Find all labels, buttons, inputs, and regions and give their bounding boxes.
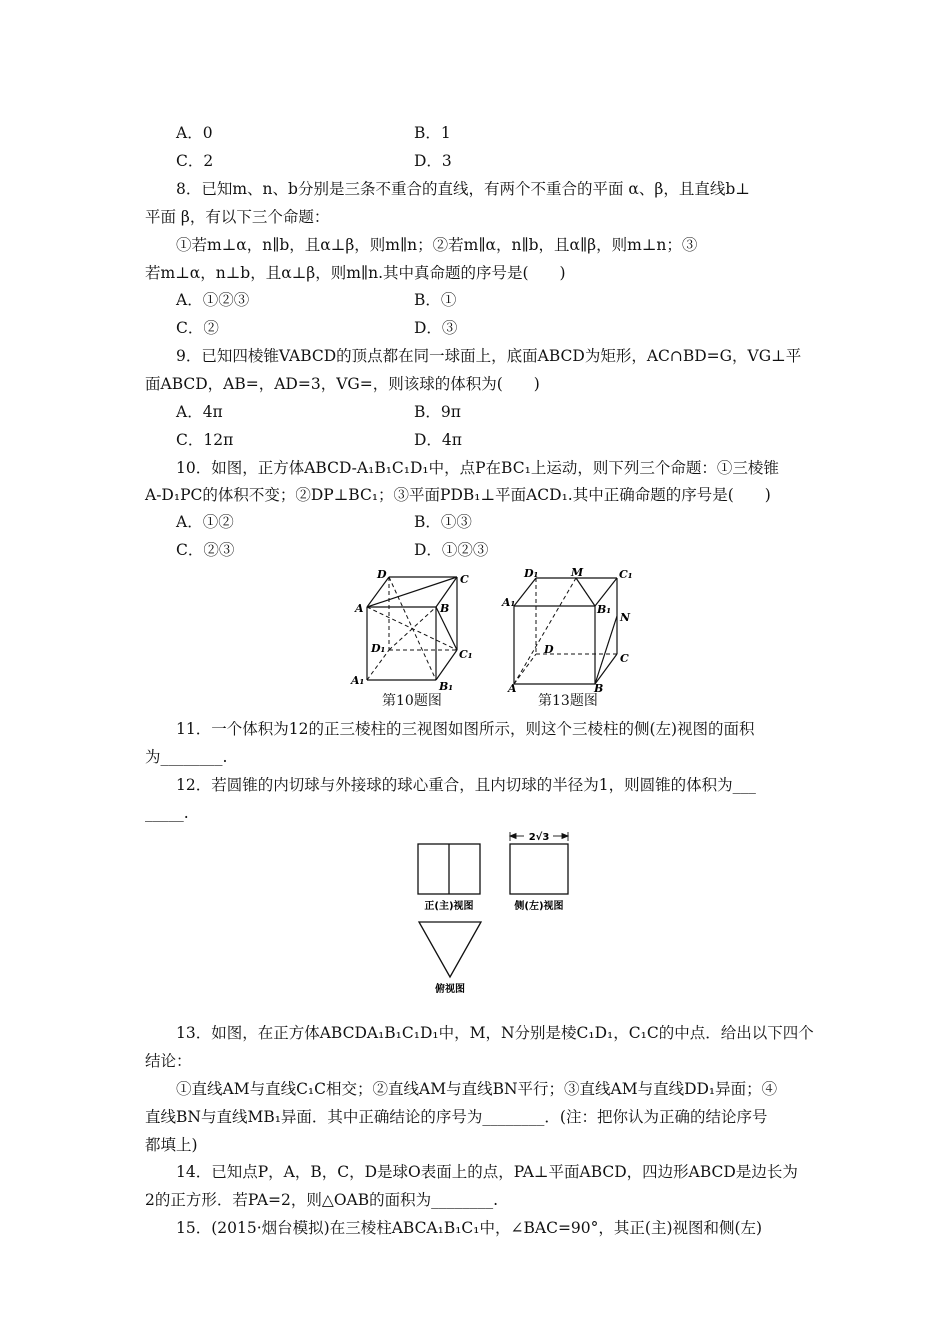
fig10-label-b: B [440, 602, 450, 615]
side-view-label: 侧(左)视图 [514, 901, 564, 912]
fig10-label-c1: C₁ [459, 648, 473, 661]
three-views-figure [410, 826, 585, 998]
fig10-label-a1: A₁ [351, 674, 365, 687]
q10-option-d: D．①②③ [414, 541, 489, 559]
q7-option-c: C．2 [176, 152, 214, 170]
q8-option-b: B．① [414, 291, 457, 309]
side-view-dimension: 2√3 [528, 832, 550, 843]
figure-13-cube [500, 566, 640, 692]
fig13-label-d: D [544, 643, 554, 656]
fig13-label-a1: A₁ [502, 596, 516, 609]
q14-line1: 14．已知点P，A，B，C，D是球O表面上的点，PA⊥平面ABCD，四边形ABCD是边长为 [176, 1163, 798, 1181]
fig10-label-d: D [377, 568, 387, 581]
q9-option-d: D．4π [414, 431, 462, 449]
fig13-label-n: N [620, 611, 631, 624]
fig10-label-c: C [460, 573, 469, 586]
fig13-label-d1: D₁ [524, 567, 539, 580]
q11-line2: 为________. [145, 748, 228, 766]
fig10-label-a: A [355, 602, 364, 615]
q7-option-b: B．1 [414, 124, 451, 142]
figure-10-caption: 第10题图 [382, 693, 442, 709]
q7-option-a: A．0 [176, 124, 213, 142]
q13-line2: 结论： [145, 1052, 192, 1070]
fig13-label-b1: B₁ [597, 603, 612, 616]
q13-line5: 都填上) [145, 1136, 198, 1154]
front-view-label: 正(主)视图 [424, 901, 474, 912]
fig13-label-b: B [594, 682, 604, 692]
q10-line1: 10．如图，正方体ABCD-A₁B₁C₁D₁中，点P在BC₁上运动，则下列三个命题：①三棱锥 [176, 459, 779, 477]
q9-option-a: A．4π [176, 403, 223, 421]
fig10-label-d1: D₁ [371, 642, 386, 655]
q8-option-c: C．② [176, 319, 219, 337]
q8-option-a: A．①②③ [176, 291, 250, 309]
fig13-label-m: M [571, 566, 584, 579]
q8-option-d: D．③ [414, 319, 458, 337]
q12-line1: 12．若圆锥的内切球与外接球的球心重合，且内切球的半径为1，则圆锥的体积为___ [176, 776, 756, 794]
q9-line1: 9．已知四棱锥VABCD的顶点都在同一球面上，底面ABCD为矩形，AC∩BD=G，VG⊥平 [176, 347, 802, 365]
fig13-label-a: A [508, 682, 517, 692]
q7-option-d: D．3 [414, 152, 452, 170]
top-view-label: 俯视图 [435, 984, 465, 995]
q9-option-c: C．12π [176, 431, 234, 449]
q11-line1: 11．一个体积为12的正三棱柱的三视图如图所示，则这个三棱柱的侧(左)视图的面积 [176, 720, 755, 738]
q10-option-c: C．②③ [176, 541, 235, 559]
q13-line4: 直线BN与直线MB₁异面．其中正确结论的序号为________．(注：把你认为正确的结论序号 [145, 1108, 768, 1126]
q10-line2: A-D₁PC的体积不变；②DP⊥BC₁；③平面PDB₁⊥平面ACD₁.其中正确命题的序号是( ) [145, 486, 771, 504]
q15-line1: 15．(2015·烟台模拟)在三棱柱ABCA₁B₁C₁中，∠BAC=90°，其正(主)视图和侧(左) [176, 1219, 763, 1237]
q9-option-b: B．9π [414, 403, 461, 421]
q9-line2: 面ABCD，AB=，AD=3，VG=，则该球的体积为( ) [145, 375, 540, 393]
q10-option-b: B．①③ [414, 513, 472, 531]
fig10-label-b1: B₁ [439, 680, 454, 692]
q8-line4: 若m⊥α，n⊥b，且α⊥β，则m∥n.其中真命题的序号是( ) [145, 264, 566, 282]
q8-line2: 平面 β，有以下三个命题： [145, 208, 330, 226]
figure-13-caption: 第13题图 [538, 693, 598, 709]
figure-10-cube [345, 566, 475, 692]
fig13-label-c: C [620, 652, 629, 665]
q13-line3: ①直线AM与直线C₁C相交；②直线AM与直线BN平行；③直线AM与直线DD₁异面；④ [176, 1080, 778, 1098]
q10-option-a: A．①② [176, 513, 234, 531]
q8-line1: 8．已知m、n、b分别是三条不重合的直线，有两个不重合的平面 α、β，且直线b⊥ [176, 180, 750, 198]
q14-line2: 2的正方形．若PA=2，则△OAB的面积为________. [145, 1191, 499, 1209]
q13-line1: 13．如图，在正方体ABCDA₁B₁C₁D₁中，M，N分别是棱C₁D₁，C₁C的中点．给出以下四个 [176, 1024, 814, 1042]
fig13-label-c1: C₁ [619, 568, 633, 581]
q8-line3: ①若m⊥α，n∥b，且α⊥β，则m∥n；②若m∥α，n∥b，且α∥β，则m⊥n；③ [176, 236, 698, 254]
q12-line2: _____. [145, 804, 189, 822]
